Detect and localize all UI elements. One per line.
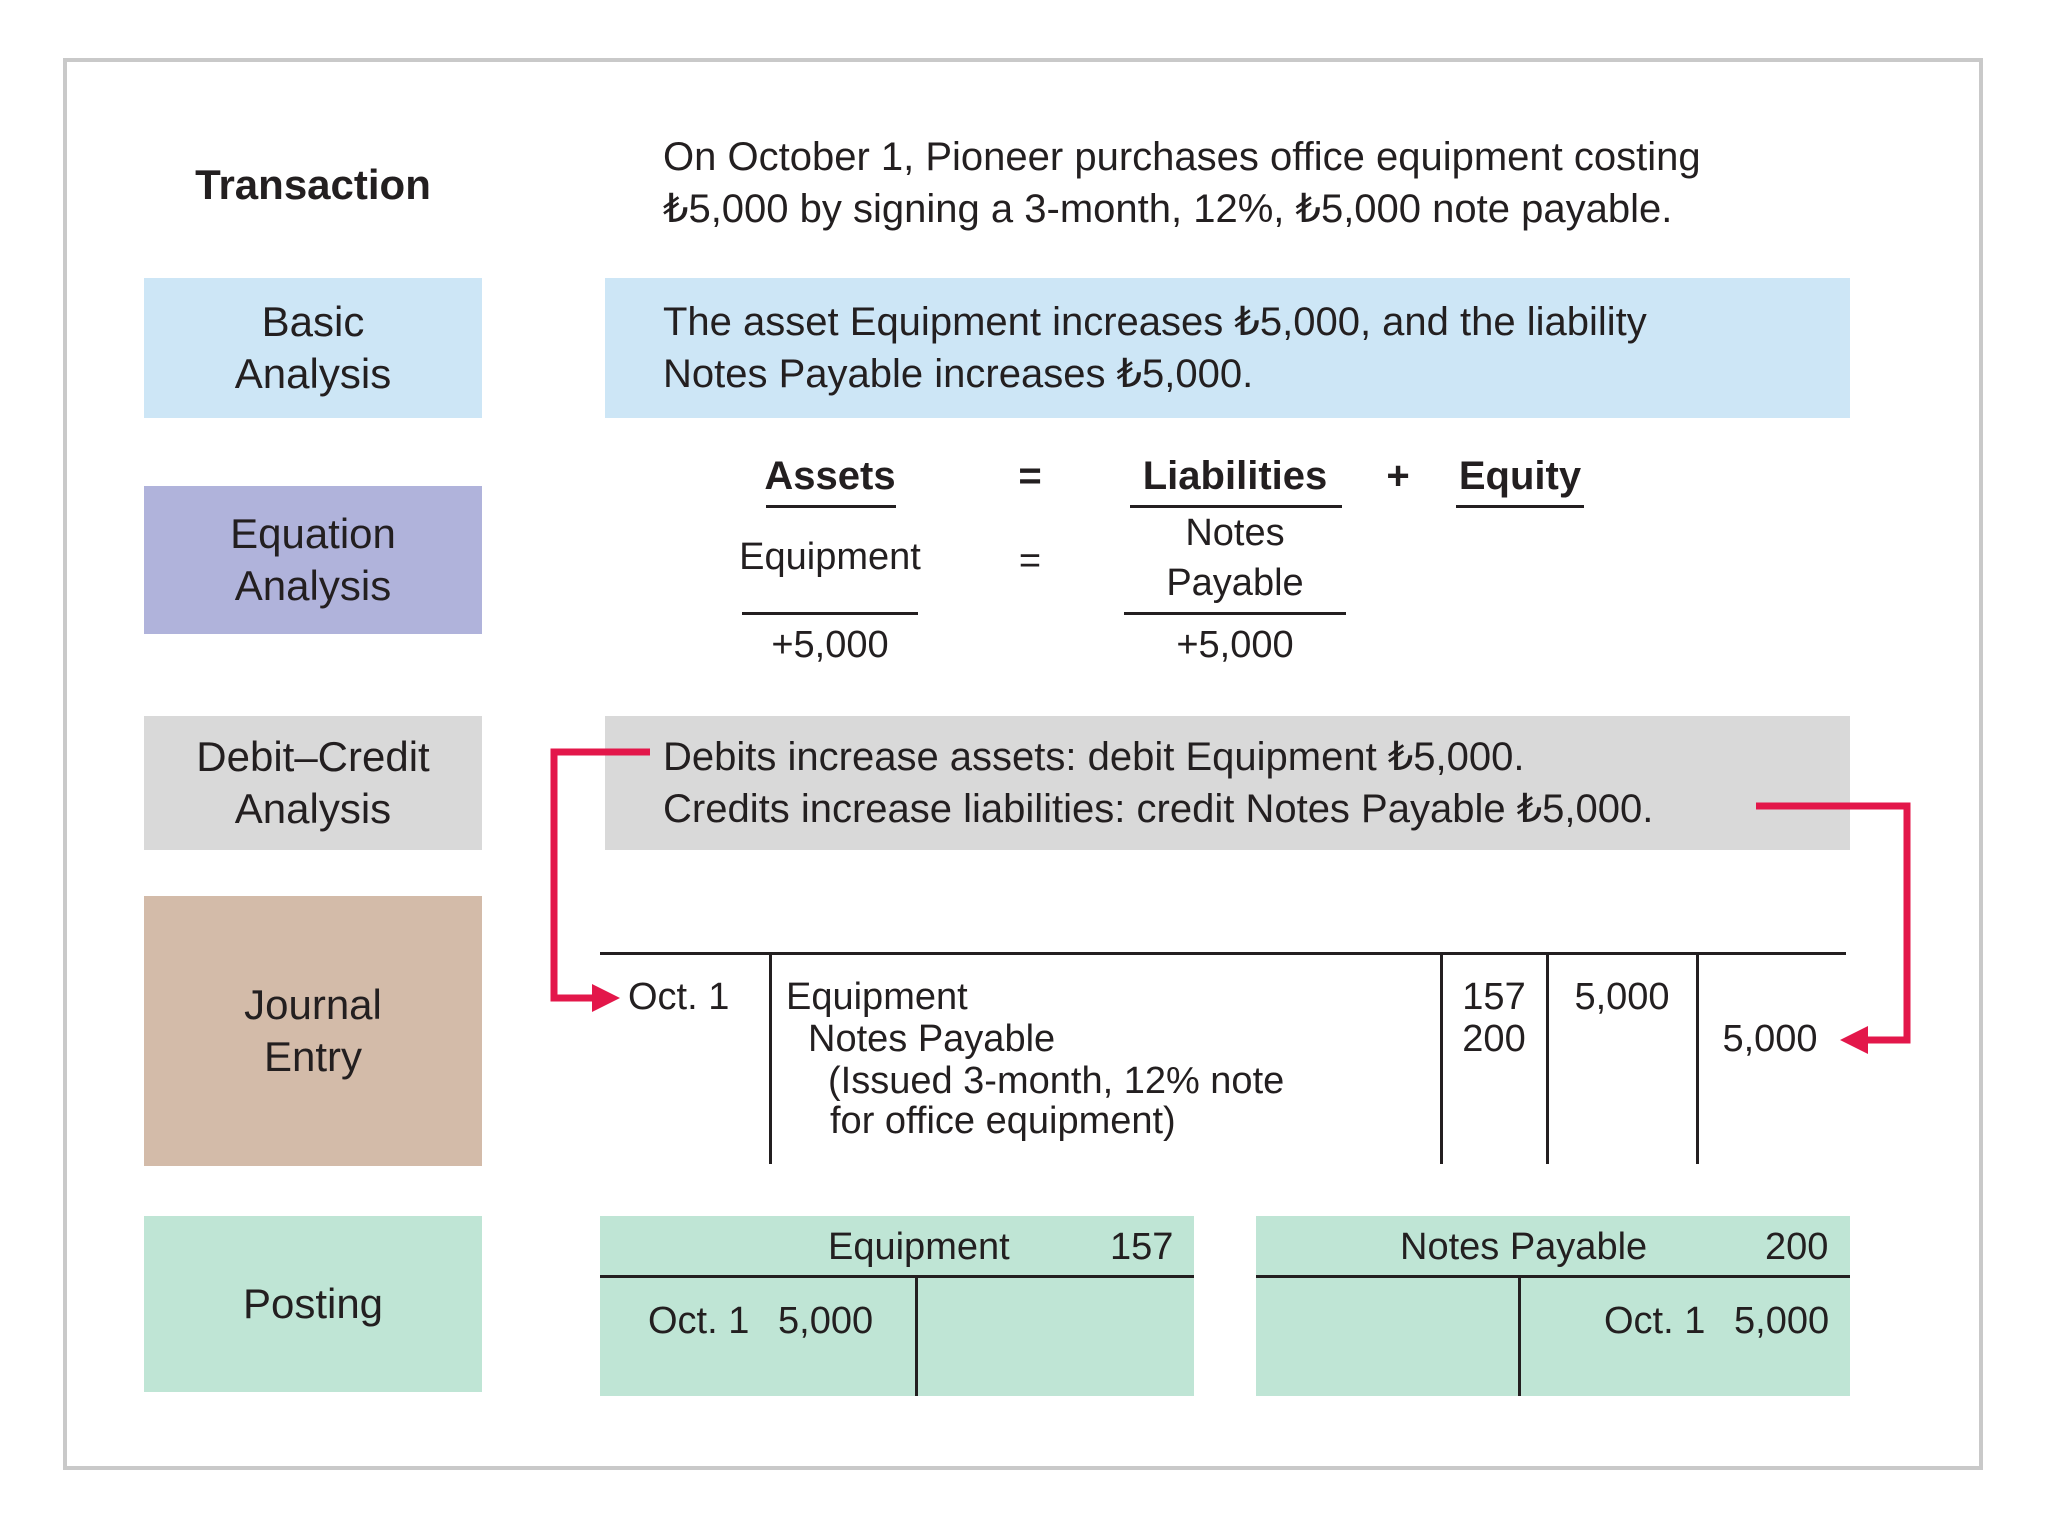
posting-equipment-amount: 5,000: [778, 1300, 874, 1342]
posting-notes-payable-name: Notes Payable: [1400, 1226, 1648, 1268]
label-basic-analysis-text: Basic Analysis: [234, 297, 392, 397]
posting-equipment-date: Oct. 1: [648, 1300, 750, 1342]
equation-liability-change: +5,000: [1176, 624, 1294, 666]
label-transaction-text: Transaction: [195, 160, 431, 208]
journal-explanation-line-1: (Issued 3-month, 12% note: [828, 1060, 1285, 1102]
journal-ref-2: 200: [1462, 1018, 1526, 1060]
label-equation-analysis-text: Equation Analysis: [230, 509, 396, 609]
debit-credit-line-1: Debits increase assets: debit Equipment ₺5,000.: [663, 735, 1525, 779]
posting-notes-payable-number: 200: [1765, 1226, 1829, 1268]
credit-arrowhead: [1840, 1026, 1868, 1054]
equation-equals-row: =: [1018, 540, 1042, 582]
journal-credit-amount: 5,000: [1722, 1018, 1818, 1060]
journal-date: Oct. 1: [628, 976, 730, 1018]
equation-liability-account-line-2: Payable: [1166, 562, 1304, 604]
equation-liabilities-heading: Liabilities: [1142, 454, 1328, 498]
label-journal-entry-text: Journal Entry: [244, 980, 382, 1080]
journal-credit-account: Notes Payable: [808, 1018, 1056, 1060]
equation-assets-heading: Assets: [764, 454, 896, 498]
journal-debit-amount: 5,000: [1574, 976, 1670, 1018]
transaction-line-1: On October 1, Pioneer purchases office equipment costing: [663, 135, 1701, 179]
equation-asset-change: +5,000: [771, 624, 889, 666]
posting-equipment-number: 157: [1110, 1226, 1174, 1268]
basic-analysis-line-2: Notes Payable increases ₺5,000.: [663, 352, 1254, 396]
credit-flow-arrow: [1756, 806, 1907, 1040]
equation-equals-heading: =: [1018, 454, 1042, 498]
journal-debit-account: Equipment: [786, 976, 968, 1018]
equation-plus-heading: +: [1386, 454, 1410, 498]
equation-liability-account-line-1: Notes: [1185, 512, 1285, 554]
basic-analysis-line-1: The asset Equipment increases ₺5,000, and the liability: [663, 300, 1647, 344]
journal-ref-1: 157: [1462, 976, 1526, 1018]
transaction-line-2: ₺5,000 by signing a 3-month, 12%, ₺5,000 note payable.: [663, 187, 1673, 231]
debit-credit-line-2: Credits increase liabilities: credit Notes Payable ₺5,000.: [663, 787, 1654, 831]
posting-notes-payable-date: Oct. 1: [1604, 1300, 1706, 1342]
journal-explanation-line-2: for office equipment): [830, 1100, 1176, 1142]
label-debit-credit-analysis-text: Debit–Credit Analysis: [196, 732, 430, 832]
debit-flow-arrow: [554, 752, 650, 998]
equation-equity-heading: Equity: [1458, 454, 1582, 498]
equation-asset-account: Equipment: [739, 536, 921, 578]
posting-equipment-name: Equipment: [828, 1226, 1010, 1268]
posting-notes-payable-amount: 5,000: [1734, 1300, 1830, 1342]
debit-arrowhead: [592, 984, 620, 1012]
label-posting-text: Posting: [242, 1279, 384, 1327]
